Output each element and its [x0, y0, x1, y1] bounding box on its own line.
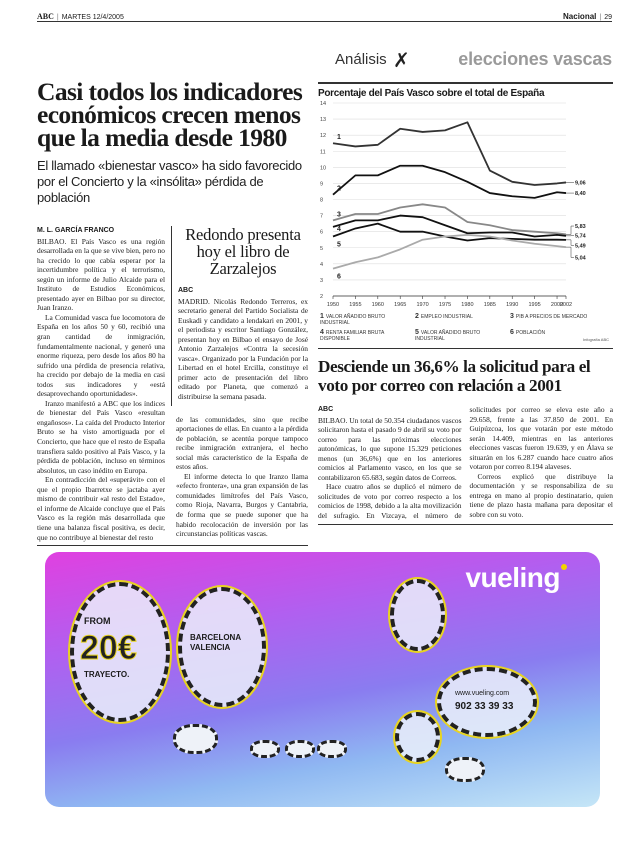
end-label-leader — [566, 240, 574, 245]
x-tick-label: 1960 — [371, 302, 384, 308]
price-bubble — [70, 582, 170, 722]
legend-number: 6 — [510, 329, 514, 336]
logo-dot — [561, 564, 567, 570]
chart-credit: Infografía ABC — [582, 337, 609, 342]
series-number-label: 5 — [337, 241, 341, 249]
paragraph: Correos explicó que distribuye la documentación y se responsabiliza de su entrega en mano al propio destinatario, quien tiene de plazo hasta mañana para depositar el sobre con su voto. — [469, 471, 613, 520]
series-number-label: 3 — [337, 211, 341, 219]
vote-article — [318, 405, 613, 521]
vueling-logo: vueling — [465, 562, 560, 593]
paragraph: BILBAO. El País Vasco es una región desarrollada en la que se vive bien, pero no ha crecido lo que cabía esperar por la incertidumbre política y el terrorismo, según un informe de Julio Alcaide para el Instituto de Estudios Económicos, presentado ayer en Bilbao por su director, Juan Iranzo. — [37, 236, 165, 313]
paragraph: El informe detecta lo que Iranzo llama «efecto frontera», una gran expansión de las comunidades limítrofes del País Vasco, como Rioja, Navarra, Burgos y Cantabria, de forma que se puede suponer que ha habido recolocación de inversión por las circunstancias políticas vascas. — [176, 471, 308, 539]
divider — [318, 348, 613, 349]
y-tick-label: 12 — [320, 133, 327, 140]
paragraph: BILBAO. Un total de 50.354 ciudadanos vascos solicitaron hasta el pasado 9 de abril su voto por correo para las próximas elecciones autonómicas, lo que supone 15.329 peticiones menos (un 36,6%) que en los anteriores comicios al Parlamento vasco, en los que se contabilizaron 65.683, según datos de Correos. — [318, 415, 462, 482]
legend-item — [415, 329, 510, 342]
y-tick-label: 6 — [320, 229, 324, 236]
legend-number: 3 — [510, 313, 514, 320]
ballot-cross-icon: ✗ — [393, 50, 410, 72]
byline: M. L. GARCÍA FRANCO — [37, 227, 115, 234]
sidebar-headline: Redondo presenta hoy el libro de Zarzalejos — [185, 225, 301, 278]
legend-item — [320, 329, 415, 342]
vote-headline: Desciende un 36,6% la solicitud para el voto por correo con relación a 2001 — [318, 357, 591, 395]
y-tick-label: 5 — [320, 245, 324, 252]
y-tick-label: 2 — [320, 294, 324, 300]
end-value-label: 5,04 — [575, 255, 586, 262]
cloud-icon — [317, 740, 347, 758]
connection-bubble — [390, 579, 445, 651]
y-tick-label: 7 — [320, 213, 324, 220]
sidebar-body: MADRID. Nicolás Redondo Terreros, ex secretario general del Partido Socialista de Euskadi y candidato a lendakari en 2001, y el periodista y escritor Santiago González, presentan hoy en Bilbao el ensayo de José Antonio Zarzalejos «Contra la secesión vasca». Organizado por la Fundación por la Libertad en el hotel Ercilla, constituye el primer acto de presentación del libro editado por Planeta, que comenzó a distribuirse la semana pasada. — [178, 296, 308, 402]
x-tick-label: 1985 — [483, 302, 496, 308]
legend-item — [415, 313, 510, 320]
y-tick-label: 3 — [320, 277, 324, 284]
series-number-label: 6 — [337, 273, 341, 281]
paragraph: Iranzo manifestó a ABC que los índices de bienestar del País Vasco «resultan engañosos». La caída del Producto Interior Bruto se ha visto amortiguada por el Concierto, que hace que el resto de España transfiera saldo positivo al País Vasco, y la pérdida de población, incluso en términos absolutos, un caso inédito en Europa. — [37, 398, 165, 475]
series-number-label: 4 — [337, 225, 341, 233]
cloud-icon — [445, 757, 485, 782]
chart-title: Porcentaje del País Vasco sobre el total de España — [318, 82, 613, 99]
legend-item — [510, 329, 605, 336]
separator: | — [56, 14, 59, 21]
paragraph: Hace cuatro años se duplicó el número de solicitudes de voto por correo respecto a los comicios de 1998, debido a la alta movilización del sufragio. En Vizcaya, el número de solicitudes por correo se eleva este año a 29.658, frente a las 37.850 de 2001. En Guipúzcoa, los que votarán por este método serán 14.409, mientras en las anteriores elecciones vascas fueron 19.639, y en Álava se situarán en los 6.287 cuando hace cuatro años votaron por correo 8.194 alaveses. — [318, 405, 613, 521]
x-tick-label: 2002 — [559, 302, 573, 308]
page-number: 29 — [604, 14, 612, 21]
hotels-bubble — [395, 712, 440, 762]
vueling-advertisement[interactable] — [45, 552, 600, 807]
banner-title: elecciones vascas — [458, 49, 612, 69]
y-tick-label: 4 — [320, 261, 324, 268]
cloud-icon — [285, 740, 315, 758]
x-tick-label: 1950 — [326, 302, 340, 308]
legend-label: VALOR AÑADIDO BRUTO INDUSTRIAL — [320, 314, 386, 326]
brand: ABC — [37, 12, 54, 21]
paragraph: La Comunidad vasca fue locomotora de España en los años 50 y 60, recibió una gran cantidad de inmigración, fundamentalmente nacional, y generó una enorme riqueza, pero desde los años 80 ha sufrido una pérdida de presencia relativa, ha crecido por debajo de la media en casi todos sus indicadores y «está desaprovechando oportunidades». — [37, 312, 165, 399]
sidebar-article — [171, 226, 308, 406]
x-tick-label: 1980 — [461, 302, 474, 308]
x-tick-label: 1995 — [528, 302, 541, 308]
cloud-icon — [250, 740, 280, 758]
end-value-label: 8,40 — [575, 191, 586, 198]
legend-number: 1 — [320, 313, 324, 320]
section-name: Nacional — [563, 12, 597, 21]
sidebar-byline: ABC — [178, 287, 194, 294]
ad-per: TRAYECTO. — [84, 670, 130, 679]
x-tick-label: 1990 — [506, 302, 519, 308]
ad-web: www.vueling.com — [455, 690, 510, 697]
y-tick-label: 14 — [320, 101, 327, 107]
page-header — [37, 12, 612, 22]
line-chart — [318, 96, 613, 328]
right-column — [171, 226, 308, 539]
banner-label: Análisis — [335, 51, 387, 68]
y-tick-label: 9 — [320, 181, 324, 188]
series-number-label: 2 — [337, 185, 341, 193]
end-value-label: 5,49 — [575, 243, 586, 250]
main-article-col2 — [171, 415, 308, 539]
legend-number: 5 — [415, 329, 419, 336]
x-tick-label: 1970 — [416, 302, 429, 308]
end-label-leader — [566, 226, 574, 234]
chart-legend — [320, 313, 610, 345]
main-article-col1 — [37, 226, 165, 542]
y-tick-label: 8 — [320, 197, 324, 204]
legend-label: PIB A PRECIOS DE MERCADO — [515, 314, 588, 320]
end-value-label: 9,06 — [575, 180, 586, 187]
y-tick-label: 11 — [320, 149, 326, 156]
cloud-icon — [173, 724, 218, 754]
vote-byline: ABC — [318, 406, 334, 413]
end-value-label: 5,74 — [575, 233, 586, 240]
ad-price: 20€ — [80, 629, 137, 667]
main-subhead: El llamado «bienestar vasco» ha sido favorecido por el Concierto y la «insólita» pérdida de población — [37, 158, 302, 205]
ad-phone: 902 33 39 33 — [455, 701, 514, 712]
paragraph: de las comunidades, sino que recibe aportaciones de ellas. En cuanto a la pérdida de población, se acentúa porque tampoco recibe inmigración extranjera, el hecho social más característico de la España de estos años. — [176, 414, 308, 472]
x-tick-label: 1975 — [438, 302, 452, 308]
legend-number: 4 — [320, 329, 324, 336]
x-tick-label: 1955 — [349, 302, 362, 308]
series-line-3 — [333, 204, 566, 234]
article-columns — [37, 226, 308, 542]
divider — [37, 545, 308, 546]
routes-bubble — [178, 587, 266, 707]
main-article — [37, 77, 308, 546]
section-banner — [335, 48, 612, 72]
legend-label: RENTA FAMILIAR BRUTA DISPONIBLE — [320, 330, 385, 342]
legend-label: VALOR AÑADIDO BRUTO INDUSTRIAL — [415, 330, 481, 342]
ad-routes: BARCELONA VALENCIA — [190, 633, 241, 652]
chart — [318, 78, 613, 348]
end-label-leader — [566, 247, 574, 257]
separator: | — [599, 14, 602, 21]
legend-label: POBLACIÓN — [515, 330, 546, 336]
series-number-label: 1 — [337, 134, 341, 142]
end-value-label: 5,83 — [575, 224, 586, 231]
booking-bubble — [437, 667, 537, 737]
legend-item — [320, 313, 415, 326]
legend-item — [510, 313, 605, 320]
divider — [318, 524, 613, 525]
legend-number: 2 — [415, 313, 419, 320]
paragraph: En contradicción del «superávit» con el que el propio Ibarretxe se jactaba ayer mismo de contribuir «al resto del Estado», el informe de Alcaide concluye que el País Vasco es la región más desarrollada que tiene una balanza fiscal positiva, es decir, que no contribuye al bienestar del resto — [37, 475, 165, 542]
ad-from: FROM — [84, 616, 111, 626]
series-line-2 — [333, 166, 566, 198]
main-headline: Casi todos los indicadores económicos crecen menos que la media desde 1980 — [37, 77, 303, 152]
right-section — [318, 78, 613, 525]
y-tick-label: 10 — [320, 165, 327, 172]
date: MARTES 12/4/2005 — [61, 14, 124, 21]
x-tick-label: 1965 — [394, 302, 407, 308]
y-tick-label: 13 — [320, 117, 327, 124]
x-tick-label: 2000 — [550, 302, 564, 308]
legend-label: EMPLEO INDUSTRIAL — [420, 314, 473, 320]
